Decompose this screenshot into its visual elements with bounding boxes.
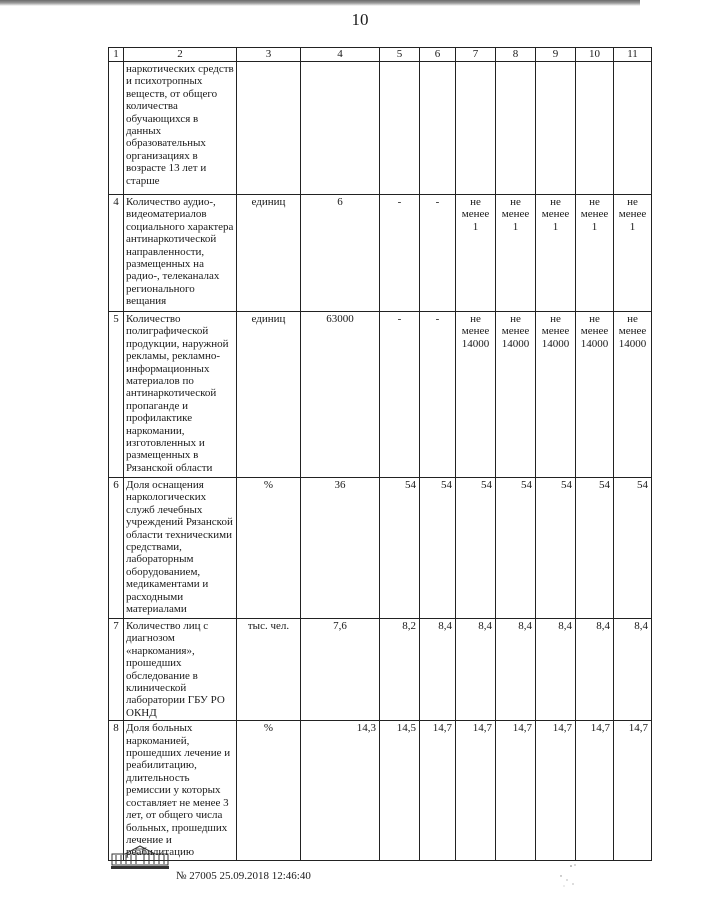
- value-cell: 8,4: [576, 619, 614, 721]
- value-cell: 14,7: [456, 721, 496, 860]
- scan-top-edge: [0, 0, 640, 6]
- value-cell: 8,4: [614, 619, 652, 721]
- indicator-name: Количество аудио-, видеоматериалов социального характера антинаркотической направленности, размещенных на радио-, телеканалах регионального вещания: [124, 195, 237, 312]
- value-cell: 54: [536, 478, 576, 619]
- value-cell: 63000: [301, 312, 380, 478]
- registration-stamp: № 27005 25.09.2018 12:46:40: [176, 870, 311, 882]
- value-cell: не менее 14000: [536, 312, 576, 478]
- indicator-name: наркотических средств и психотропных веществ, от общего количества обучающихся в данных образовательных организациях в возрасте 13 лет и старше: [124, 62, 237, 195]
- value-cell: [380, 62, 420, 195]
- column-header: 9: [536, 48, 576, 62]
- value-cell: 6: [301, 195, 380, 312]
- table-row: [109, 619, 652, 721]
- unit-cell: [237, 62, 301, 195]
- row-number: 4: [109, 195, 124, 312]
- table-header-row: [109, 48, 652, 62]
- row-number: 7: [109, 619, 124, 721]
- column-header: 3: [237, 48, 301, 62]
- value-cell: не менее 14000: [614, 312, 652, 478]
- value-cell: [456, 62, 496, 195]
- row-number: 8: [109, 721, 124, 860]
- value-cell: 54: [420, 478, 456, 619]
- row-number: 6: [109, 478, 124, 619]
- value-cell: не менее 14000: [576, 312, 614, 478]
- row-number: 5: [109, 312, 124, 478]
- value-cell: 14,5: [380, 721, 420, 860]
- column-header: 4: [301, 48, 380, 62]
- row-number: [109, 62, 124, 195]
- value-cell: -: [380, 312, 420, 478]
- indicator-name: Доля больных наркоманией, прошедших лечение и реабилитацию, длительность ремиссии у которых составляет не менее 3 лет, от общего числа больных, прошедших лечение и реабилитацию: [124, 721, 237, 860]
- value-cell: 14,7: [496, 721, 536, 860]
- column-header: 11: [614, 48, 652, 62]
- indicators-table: [108, 47, 652, 861]
- table-row: [109, 721, 652, 860]
- value-cell: [614, 62, 652, 195]
- column-header: 2: [124, 48, 237, 62]
- value-cell: 54: [496, 478, 536, 619]
- value-cell: 7,6: [301, 619, 380, 721]
- value-cell: 36: [301, 478, 380, 619]
- value-cell: [536, 62, 576, 195]
- value-cell: -: [380, 195, 420, 312]
- value-cell: 14,3: [301, 721, 380, 860]
- value-cell: не менее 1: [456, 195, 496, 312]
- value-cell: 54: [456, 478, 496, 619]
- value-cell: [301, 62, 380, 195]
- table-row: [109, 62, 652, 195]
- column-header: 5: [380, 48, 420, 62]
- indicator-name: Количество лиц с диагнозом «наркомания», прошедших обследование в клинической лаборатории ГБУ РО ОКНД: [124, 619, 237, 721]
- value-cell: 8,2: [380, 619, 420, 721]
- value-cell: 8,4: [496, 619, 536, 721]
- value-cell: не менее 1: [576, 195, 614, 312]
- value-cell: [576, 62, 614, 195]
- table-row: [109, 195, 652, 312]
- value-cell: не менее 1: [536, 195, 576, 312]
- value-cell: -: [420, 195, 456, 312]
- value-cell: 54: [614, 478, 652, 619]
- value-cell: [496, 62, 536, 195]
- building-logo-icon: [111, 845, 169, 869]
- value-cell: -: [420, 312, 456, 478]
- value-cell: 54: [380, 478, 420, 619]
- scan-noise-marks: [553, 862, 583, 890]
- value-cell: 8,4: [536, 619, 576, 721]
- value-cell: не менее 14000: [456, 312, 496, 478]
- column-header: 6: [420, 48, 456, 62]
- unit-cell: единиц: [237, 312, 301, 478]
- table-row: [109, 478, 652, 619]
- unit-cell: тыс. чел.: [237, 619, 301, 721]
- column-header: 1: [109, 48, 124, 62]
- page-number: 10: [351, 10, 369, 29]
- value-cell: не менее 1: [496, 195, 536, 312]
- value-cell: 8,4: [456, 619, 496, 721]
- value-cell: 54: [576, 478, 614, 619]
- table-row: [109, 312, 652, 478]
- unit-cell: единиц: [237, 195, 301, 312]
- indicator-name: Количество полиграфической продукции, наружной рекламы, рекламно-информационных материалов по антинаркотической пропаганде и профилактике наркомании, изготовленных и размещенных в Рязанской области: [124, 312, 237, 478]
- value-cell: не менее 1: [614, 195, 652, 312]
- value-cell: [420, 62, 456, 195]
- value-cell: не менее 14000: [496, 312, 536, 478]
- unit-cell: %: [237, 721, 301, 860]
- value-cell: 14,7: [614, 721, 652, 860]
- value-cell: 14,7: [576, 721, 614, 860]
- value-cell: 14,7: [420, 721, 456, 860]
- indicator-name: Доля оснащения наркологических служб лечебных учреждений Рязанской области техническими средствами, лабораторным оборудованием, медикаментами и расходными материалами: [124, 478, 237, 619]
- column-header: 7: [456, 48, 496, 62]
- column-header: 8: [496, 48, 536, 62]
- column-header: 10: [576, 48, 614, 62]
- unit-cell: %: [237, 478, 301, 619]
- value-cell: 8,4: [420, 619, 456, 721]
- value-cell: 14,7: [536, 721, 576, 860]
